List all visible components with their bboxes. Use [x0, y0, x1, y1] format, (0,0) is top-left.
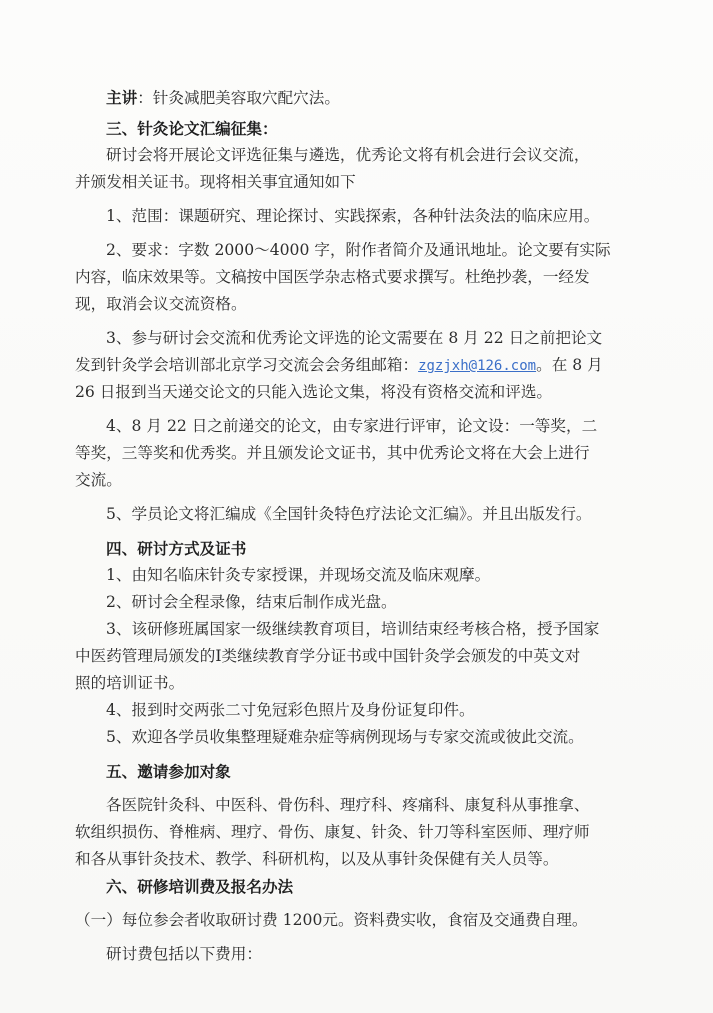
item-3-text-pre: 发到针灸学会培训部北京学习交流会会务组邮箱：: [75, 356, 419, 374]
section-3-item-4-line-1: 4、8 月 22 日之前递交的论文，由专家进行评审，论文设：一等奖，二: [106, 417, 598, 435]
section-3-item-2-line-2: 内容，临床效果等。文稿按中国医学杂志格式要求撰写。杜绝抄袭，一经发: [75, 268, 590, 286]
section-5-heading: 五、邀请参加对象: [106, 762, 231, 781]
section-3-item-1: 1、范围：课题研究、理论探讨、实践探索，各种针法灸法的临床应用。: [106, 207, 600, 225]
section-3-item-2-line-3: 现，取消会议交流资格。: [75, 295, 247, 313]
section-4-item-3-line-1: 3、该研修班属国家一级继续教育项目，培训结束经考核合格，授予国家: [106, 620, 600, 638]
section-6-item-1: （一）每位参会者收取研讨费 1200元。资料费实收，食宿及交通费自理。: [75, 911, 588, 929]
section-3-item-3-line-3: 26 日报到当天递交论文的只能入选论文集，将没有资格交流和评选。: [75, 383, 553, 401]
section-6-heading: 六、研修培训费及报名办法: [106, 877, 294, 896]
section-3-intro-line-1: 研讨会将开展论文评选征集与遴选，优秀论文将有机会进行会议交流，: [106, 146, 590, 164]
lecture-label: 主讲: [106, 88, 138, 107]
section-3-item-4-line-3: 交流。: [75, 471, 122, 489]
section-5-body-line-2: 软组织损伤、脊椎病、理疗、骨伤、康复、针灸、针刀等科室医师、理疗师: [75, 823, 590, 841]
section-4-item-4: 4、报到时交两张二寸免冠彩色照片及身份证复印件。: [106, 701, 475, 719]
section-4-item-3-line-3: 照的培训证书。: [75, 674, 185, 692]
item-3-text-post: 。在 8 月: [536, 356, 603, 374]
section-5-body-line-1: 各医院针灸科、中医科、骨伤科、理疗科、疼痛科、康复科从事推拿、: [106, 796, 590, 814]
section-3-item-4-line-2: 等奖，三等奖和优秀奖。并且颁发论文证书，其中优秀论文将在大会上进行: [75, 444, 590, 462]
section-3-item-5: 5、学员论文将汇编成《全国针灸特色疗法论文汇编》。并且出版发行。: [106, 505, 592, 523]
section-4-item-1: 1、由知名临床针灸专家授课，并现场交流及临床观摩。: [106, 566, 491, 584]
email-link[interactable]: zgzjxh@126.com: [418, 358, 537, 374]
section-5-body-line-3: 和各从事针灸技术、教学、科研机构，以及从事针灸保健有关人员等。: [75, 850, 559, 868]
lecture-line: [75, 84, 643, 111]
section-3-intro-line-2: 并颁发相关证书。现将相关事宜通知如下: [75, 173, 356, 191]
section-3-item-2-line-1: 2、要求：字数 2000～4000 字，附作者简介及通讯地址。论文要有实际: [106, 241, 611, 259]
section-4-item-3-line-2: 中医药管理局颁发的I类继续教育学分证书或中国针灸学会颁发的中英文对: [75, 647, 581, 665]
lecture-text: ：针灸减肥美容取穴配穴法。: [137, 89, 340, 107]
section-4-heading: 四、研讨方式及证书: [106, 539, 247, 558]
section-6-fee-intro: 研讨费包括以下费用：: [106, 945, 262, 963]
section-3-heading: 三、针灸论文汇编征集：: [106, 119, 278, 138]
section-3-item-3-line-1: 3、参与研讨会交流和优秀论文评选的论文需要在 8 月 22 日之前把论文: [106, 329, 603, 347]
section-4-item-2: 2、研讨会全程录像，结束后制作成光盘。: [106, 593, 397, 611]
section-3-item-3-line-2: [75, 352, 643, 379]
document-body: [75, 84, 643, 968]
section-4-item-5: 5、欢迎各学员收集整理疑难杂症等病例现场与专家交流或彼此交流。: [106, 728, 584, 746]
